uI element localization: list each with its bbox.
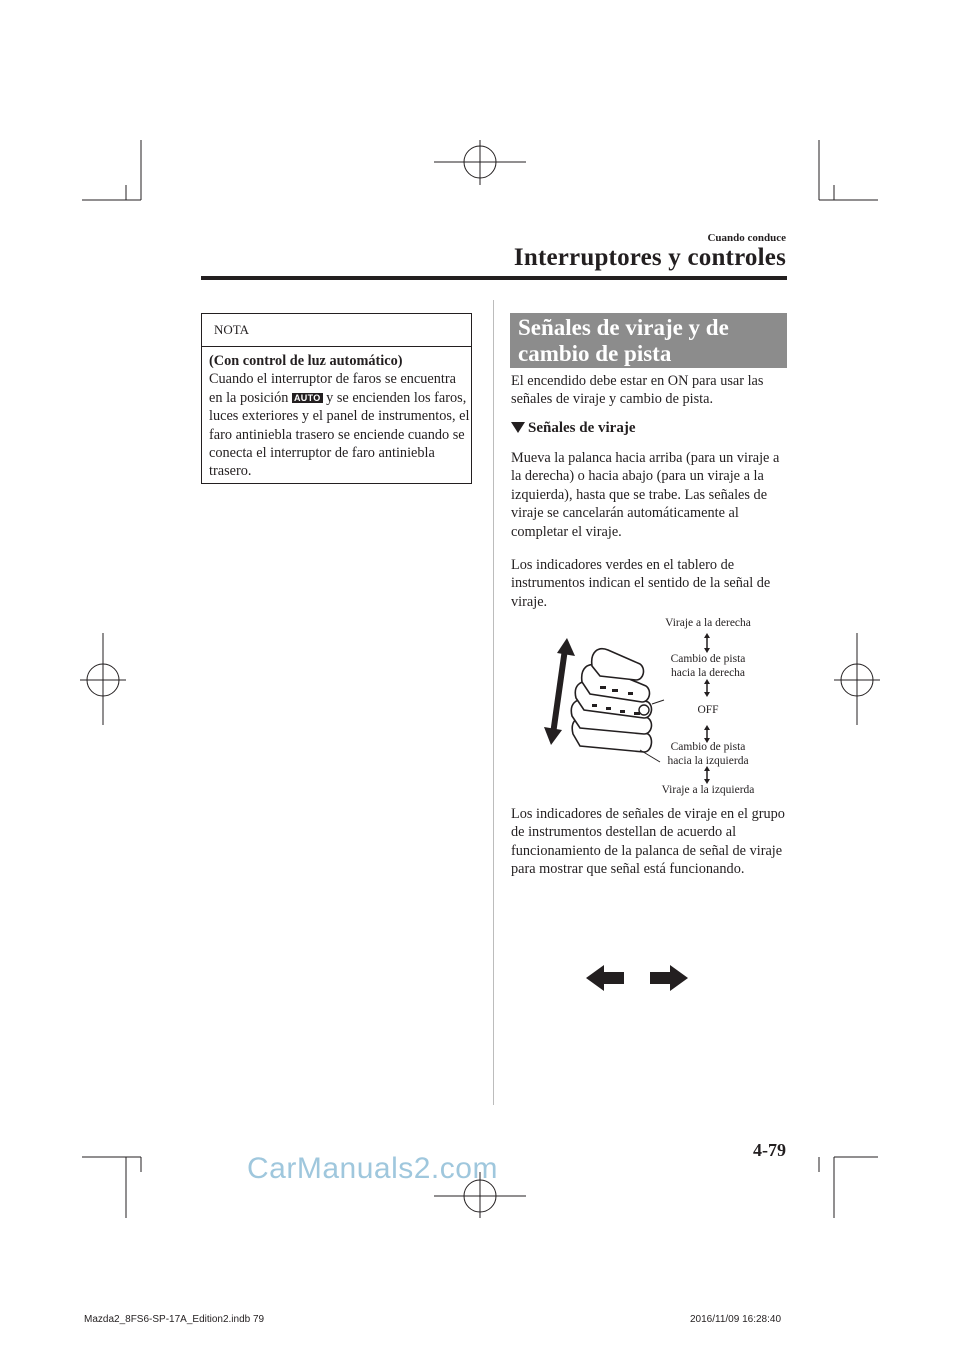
subheading-text: Señales de viraje — [528, 420, 636, 436]
column-divider — [493, 300, 494, 1105]
section-intro: El encendido debe estar en ON para usar las señales de viraje y cambio de pista. — [511, 373, 764, 408]
label-off: OFF — [697, 704, 719, 716]
paragraph-cluster: Los indicadores de señales de viraje en el grupo de instrumentos destellan de acuerdo al funcionamiento de la palanca de señal de viraje para mostrar que señal está funcionando. — [511, 806, 785, 878]
note-title: NOTA — [214, 322, 250, 337]
watermark: CarManuals2.com — [247, 1152, 498, 1185]
footer-timestamp: 2016/11/09 16:28:40 — [690, 1314, 782, 1325]
paragraph-indicators: Los indicadores verdes en el tablero de instrumentos indican el sentido de la señal de viraje. — [511, 557, 771, 610]
label-lane-change-left-line1: Cambio de pista — [670, 741, 746, 753]
label-lane-change-left-line2: hacia la izquierda — [667, 755, 749, 767]
note-text-after-icon: y se encienden los faros, luces exteriores y el panel de instrumentos, el faro antiniebla trasero se enciende cuando se conecta el interruptor de faro antiniebla trasero. — [209, 389, 470, 480]
section-title: Señales de viraje y de cambio de pista — [518, 315, 729, 366]
note-body — [209, 352, 471, 481]
next-page-arrow-icon[interactable] — [650, 965, 688, 991]
double-arrow-icon — [544, 638, 575, 745]
section-banner — [510, 313, 787, 368]
note-heading: (Con control de luz automático) — [209, 353, 403, 369]
page-title: Interruptores y controles — [513, 244, 786, 271]
turn-signal-lever-figure — [540, 612, 790, 802]
page-number: 4-79 — [753, 1140, 786, 1160]
prev-page-arrow-icon[interactable] — [586, 965, 624, 991]
note-box — [201, 313, 472, 484]
header-section-label: Cuando conduce — [707, 232, 786, 244]
note-divider — [202, 346, 471, 347]
label-lane-change-right — [650, 652, 766, 680]
header-rule — [201, 276, 787, 280]
auto-icon: AUTO — [294, 392, 321, 403]
paragraph-lever: Mueva la palanca hacia arriba (para un viraje a la derecha) o hacia abajo (para un viraje a la izquierda), hasta que se trabe. Las señales de viraje se cancelarán automáticamente al completar el viraje. — [511, 450, 780, 540]
subheading — [511, 420, 635, 437]
footer-file: Mazda2_8FS6-SP-17A_Edition2.indb 79 — [84, 1314, 265, 1325]
note-text-before-icon: Cuando el interruptor de faros se encuentra en la posición — [209, 371, 456, 406]
lever-positions — [571, 649, 651, 752]
label-lane-change-right-line1: Cambio de pista — [670, 653, 746, 665]
triangle-bullet-icon — [511, 422, 525, 433]
label-lane-change-right-line2: hacia la derecha — [670, 667, 746, 679]
label-lane-change-left — [646, 740, 770, 768]
label-left-turn: Viraje a la izquierda — [661, 784, 755, 796]
label-right-turn: Viraje a la derecha — [665, 617, 751, 629]
page-navigation — [584, 963, 692, 993]
